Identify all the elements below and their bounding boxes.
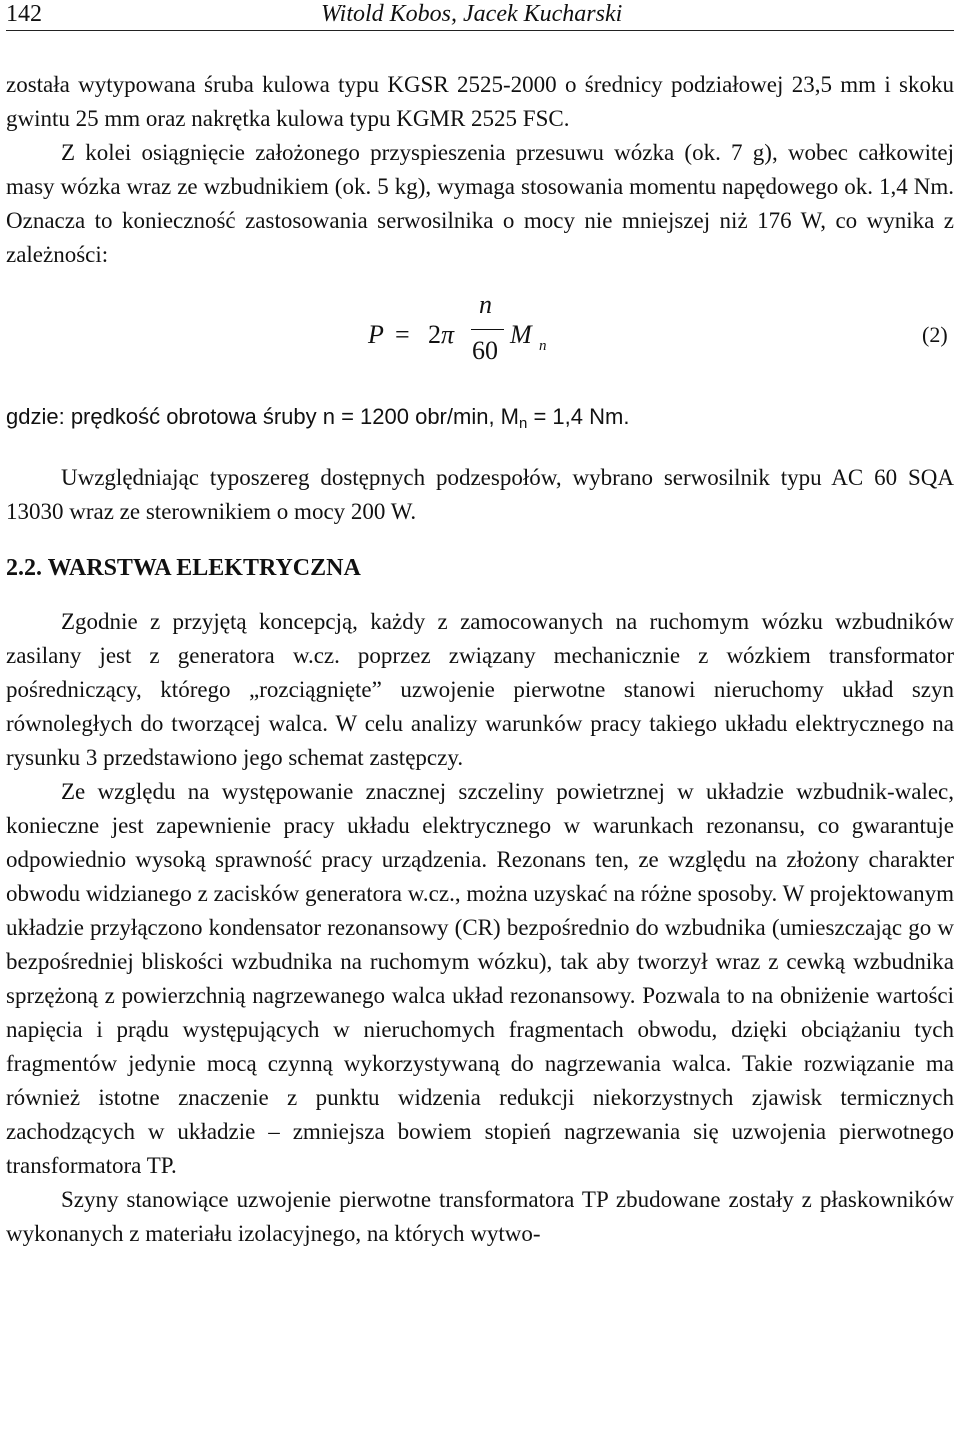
paragraph-6: Szyny stanowiące uzwojenie pierwotne transformatora TP zbudowane zostały z płaskowników wykonanych z materiału izolacyjnego, na których wytwo- [6,1187,954,1246]
paragraph-1: została wytypowana śruba kulowa typu KGSR 2525-2000 o średnicy podziałowej 23,5 mm i skoku gwintu 25 mm oraz nakrętka kulowa typu KGMR 2525 FSC. [6,72,954,131]
section-heading: 2.2. WARSTWA ELEKTRYCZNA [6,555,361,581]
formula-denominator: 60 [472,336,498,365]
paragraph-4: Zgodnie z przyjętą koncepcją, każdy z zamocowanych na ruchomym wózku wzbudników zasilany jest z generatora w.cz. poprzez związany mechanicznie z wózkiem transformator pośredniczący, którego „rozciągnięte” uzwojenie pierwotne stanowi nieruchomy układ szyn równoległych do tworzącej walca. W celu analizy warunków pracy takiego układu elektrycznego na rysunku 3 przedstawiono jego schemat zastępczy. [6,609,954,770]
formula-numerator: n [479,290,492,319]
where-text: gdzie: prędkość obrotowa śruby n = 1200 obr/min, M [6,404,519,429]
where-clause [6,402,954,439]
fraction-bar [471,329,504,330]
paragraph-3: Uwzględniając typoszereg dostępnych podzespołów, wybrano serwosilnik typu AC 60 SQA 13030 wraz ze sterownikiem o mocy 200 W. [6,465,954,524]
formula-equals: = [395,320,410,349]
running-head-authors: Witold Kobos, Jacek Kucharski [321,1,623,27]
equation-number: (2) [922,322,948,347]
page-header [6,0,954,31]
page-number: 142 [6,1,42,27]
formula-lhs: P [368,320,384,349]
where-tail: = 1,4 Nm. [527,404,630,429]
formula-moment-subscript: n [539,338,547,354]
formula-moment: M [510,320,532,349]
page-body [6,68,954,1251]
paragraph-2: Z kolei osiągnięcie założonego przyspieszenia przesuwu wózka (ok. 7 g), wobec całkowitej masy wózka wraz ze wzbudnikiem (ok. 5 kg), wymaga stosowania momentu napędowego ok. 1,4 Nm. Oznacza to konieczność zastosowania serwosilnika o mocy nie mniejszej niż 176 W, co wynika z zależności: [6,140,954,267]
equation-2 [6,290,954,388]
where-subscript: n [519,415,528,432]
formula-coefficient [428,320,454,350]
formula-two: 2 [428,320,441,349]
formula-pi: π [441,320,455,349]
paragraph-5: Ze względu na występowanie znacznej szczeliny powietrznej w układzie wzbudnik-walec, konieczne jest zapewnienie pracy układu elektrycznego w warunkach rezonansu, co gwarantuje odpowiednio wysoką sprawność pracy urządzenia. Rezonans ten, ze względu na złożony charakter obwodu widzianego z zacisków generatora w.cz., można uzyskać na różne sposoby. W projektowanym układzie przyłączono kondensator rezonansowy (CR) bezpośrednio do wzbudnika (umieszczając go w bezpośredniej bliskości wzbudnika na ruchomym wózku), tak aby tworzył wraz z cewką wzbudnika sprzężoną z powierzchnią nagrzewanego walca układ rezonansowy. Pozwala to na obniżenie wartości napięcia i prądu występujących w nieruchomych fragmentach obwodu, dzięki obciążaniu tych fragmentów jedynie mocą czynną wykorzystywaną do nagrzewania walca. Takie rozwiązanie ma również istotne znaczenie z punktu widzenia redukcji niekorzystnych zjawisk termicznych zachodzących w układzie – zmniejsza bowiem stopień nagrzewania się uzwojenia pierwotnego transformatora TP. [6,779,954,1178]
